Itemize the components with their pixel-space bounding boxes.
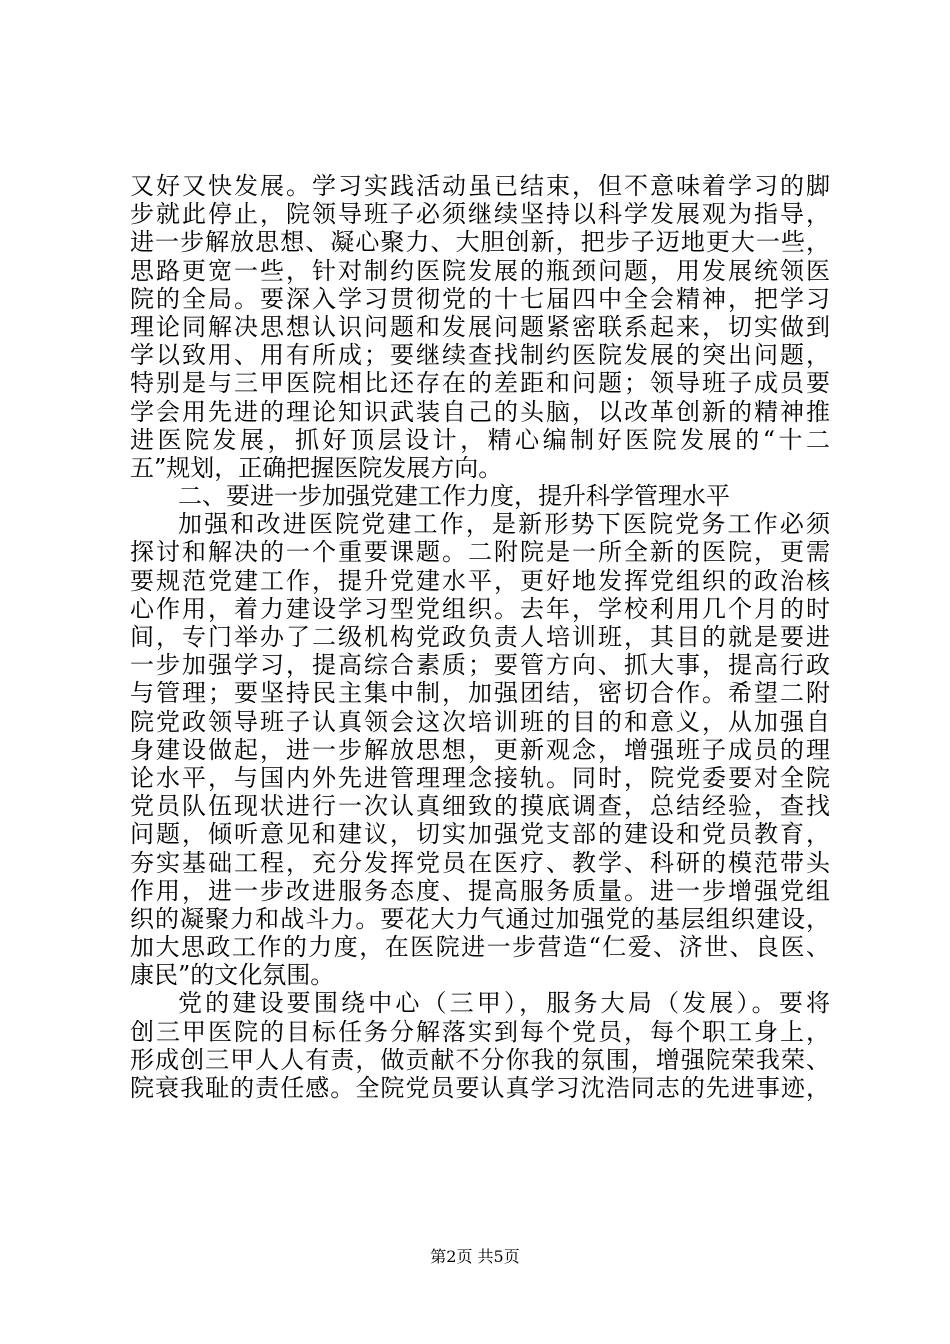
text-line: 院衰我耻的责任感。全院党员要认真学习沈浩同志的先进事迹，	[130, 1074, 830, 1102]
text-line: 进医院发展，抓好顶层设计，精心编制好医院发展的“十二	[130, 425, 830, 454]
text-line: 五”规划，正确把握医院发展方向。	[130, 453, 503, 482]
text-line: 探讨和解决的一个重要课题。二附院是一所全新的医院，更需	[130, 538, 830, 567]
text-line: 加大思政工作的力度，在医院进一步营造“仁爱、济世、良医、	[130, 933, 830, 962]
text-line: 院党政领导班子认真领会这次培训班的目的和意义，从加强自	[130, 707, 830, 736]
text-line: 要规范党建工作，提升党建水平，更好地发挥党组织的政治核	[130, 566, 830, 595]
text-line: 间，专门举办了二级机构党政负责人培训班，其目的就是要进	[130, 623, 830, 651]
text-line: 康民”的文化氛围。	[130, 961, 335, 990]
text-line: 理论同解决思想认识问题和发展问题紧密联系起来，切实做到	[130, 312, 830, 341]
text-line: 又好又快发展。学习实践活动虽已结束，但不意味着学习的脚	[130, 172, 830, 200]
text-line: 作用，进一步改进服务态度、提高服务质量。进一步增强党组	[130, 876, 830, 905]
text-line: 院的全局。要深入学习贯彻党的十七届四中全会精神，把学习	[130, 284, 830, 313]
text-line: 加强和改进医院党建工作，是新形势下医院党务工作必须	[178, 510, 830, 539]
text-line: 特别是与三甲医院相比还存在的差距和问题；领导班子成员要	[130, 369, 830, 398]
text-line: 步就此停止，院领导班子必须继续坚持以科学发展观为指导，	[130, 200, 830, 229]
text-line: 形成创三甲人人有责，做贡献不分你我的氛围，增强院荣我荣、	[130, 1045, 830, 1074]
text-line: 与管理；要坚持民主集中制，加强团结，密切合作。希望二附	[130, 679, 830, 708]
text-line: 党的建设要围绕中心（三甲），服务大局（发展）。要将	[178, 989, 830, 1018]
text-line: 思路更宽一些，针对制约医院发展的瓶颈问题，用发展统领医	[130, 256, 830, 285]
text-line: 论水平，与国内外先进管理理念接轨。同时，院党委要对全院	[130, 763, 830, 792]
text-line: 夯实基础工程，充分发挥党员在医疗、教学、科研的模范带头	[130, 848, 830, 877]
text-line: 问题，倾听意见和建议，切实加强党支部的建设和党员教育，	[130, 820, 830, 849]
text-line: 进一步解放思想、凝心聚力、大胆创新，把步子迈地更大一些，	[130, 228, 830, 257]
text-line: 一步加强学习，提高综合素质；要管方向、抓大事，提高行政	[130, 651, 830, 680]
section-heading: 二、要进一步加强党建工作力度，提升科学管理水平	[178, 482, 730, 511]
text-line: 身建设做起，进一步解放思想，更新观念，增强班子成员的理	[130, 735, 830, 764]
text-line: 党员队伍现状进行一次认真细致的摸底调查，总结经验，查找	[130, 792, 830, 821]
body-text	[130, 172, 830, 1102]
text-line: 学以致用、用有所成；要继续查找制约医院发展的突出问题，	[130, 341, 830, 370]
text-line: 学会用先进的理论知识武装自己的头脑，以改革创新的精神推	[130, 397, 830, 426]
text-line: 心作用，着力建设学习型党组织。去年，学校利用几个月的时	[130, 594, 830, 623]
page-footer: 第2页 共5页	[430, 1247, 520, 1266]
text-line: 创三甲医院的目标任务分解落实到每个党员，每个职工身上，	[130, 1017, 830, 1046]
text-line: 织的凝聚力和战斗力。要花大力气通过加强党的基层组织建设，	[130, 904, 830, 933]
